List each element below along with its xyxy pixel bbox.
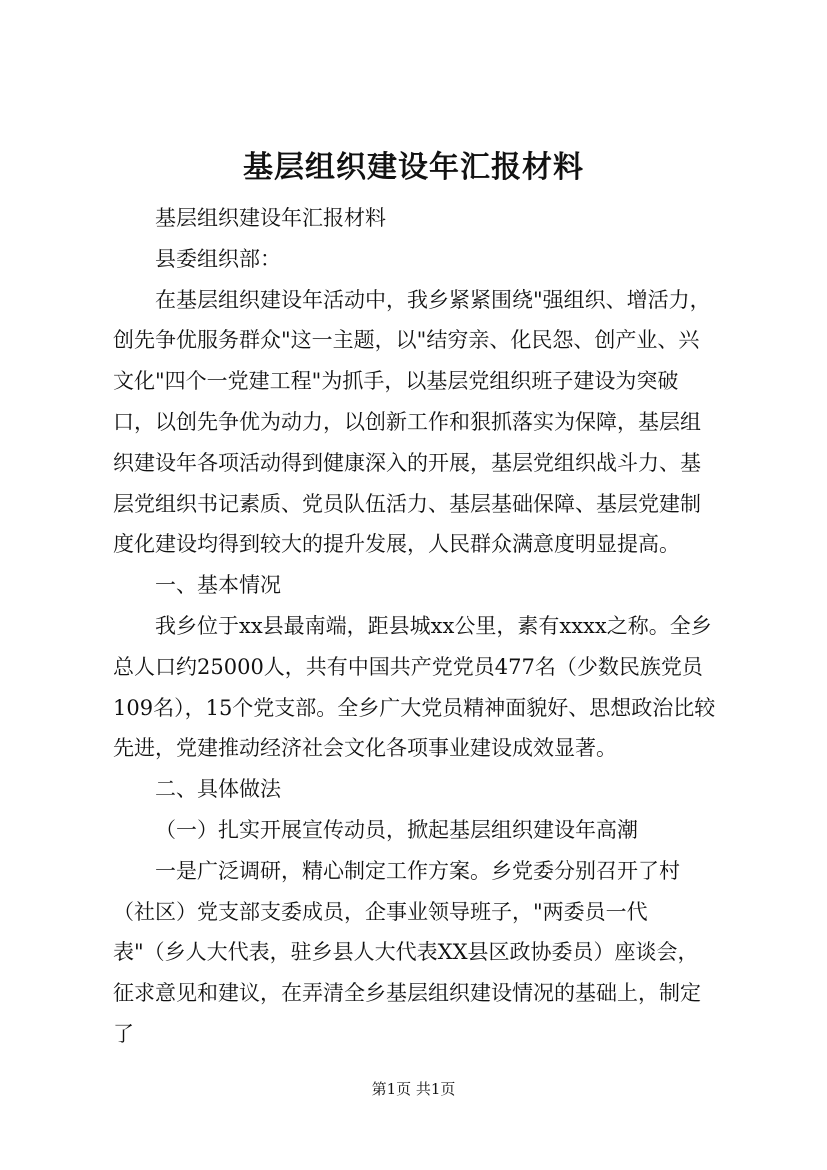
paragraph: 在基层组织建设年活动中，我乡紧紧围绕"强组织、增活力，创先争优服务群众"这一主题，以"结穷亲、化民怨、创产业、兴文化"四个一党建工程"为抓手，以基层党组织班子建设为突破口，以创先争优为动力，以创新工作和狠抓落实为保障，基层组织建设年各项活动得到健康深入的开展，基层党组织战斗力、基层党组织书记素质、党员队伍活力、基层基础保障、基层党建制度化建设均得到较大的提升发展，人民群众满意度明显提高。 [113,287,711,557]
document-body [113,198,719,1055]
document-title: 基层组织建设年汇报材料 [243,150,584,185]
section-heading: 二、具体做法 [155,777,281,802]
subsection-heading: （一）扎实开展宣传动员，掀起基层组织建设年高潮 [155,817,638,842]
section-heading: 一、基本情况 [155,573,281,598]
paragraph: 我乡位于xx县最南端，距县城xx公里，素有xxxx之称。全乡总人口约25000人，共有中国共产党党员477名（少数民族党员109名），15个党支部。全乡广大党员精神面貌好、思想政治比较先进，党建推动经济社会文化各项事业建设成效显著。 [113,613,716,761]
paragraph: 县委组织部： [155,246,281,271]
page-footer: 第1页 共1页 [371,1080,456,1098]
paragraph: 基层组织建设年汇报材料 [155,206,386,230]
paragraph: 一是广泛调研，精心制定工作方案。乡党委分别召开了村（社区）党支部支委成员，企事业领导班子，"两委员一代表"（乡人大代表，驻乡县人大代表XX县区政协委员）座谈会，征求意见和建议，在弄清全乡基层组织建设情况的基础上，制定了 [113,858,701,1046]
